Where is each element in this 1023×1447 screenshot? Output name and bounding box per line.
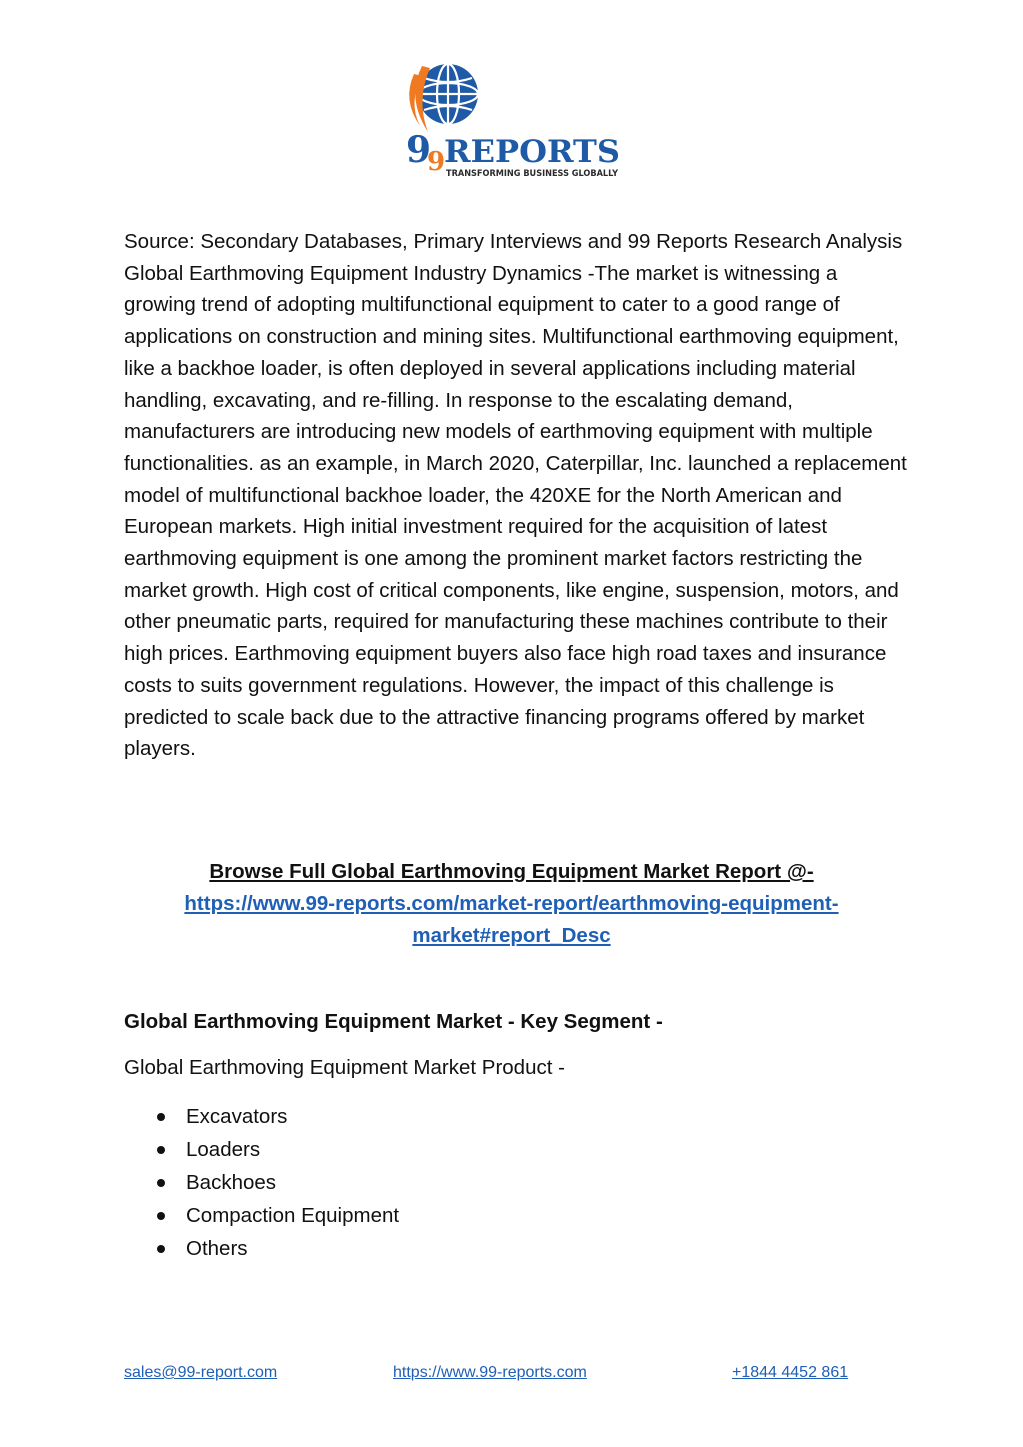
footer-phone-link[interactable]: +1844 4452 861 (732, 1364, 849, 1381)
key-segment-heading: Global Earthmoving Equipment Market - Key Segment - (124, 1010, 663, 1033)
svg-text:9: 9 (427, 147, 446, 177)
report-link-line1[interactable]: https://www.99-reports.com/market-report/earthmoving-equipment- (184, 892, 839, 915)
list-item (124, 1201, 399, 1234)
bullet-icon (157, 1146, 165, 1154)
svg-text:REPORTS: REPORTS (444, 134, 620, 170)
browse-report-title: Browse Full Global Earthmoving Equipment Market Report @- (209, 860, 814, 883)
svg-text:TRANSFORMING BUSINESS GLOBALLY: TRANSFORMING BUSINESS GLOBALLY (446, 169, 619, 179)
bullet-icon (157, 1179, 165, 1187)
body-paragraph: Source: Secondary Databases, Primary Interviews and 99 Reports Research Analysis Global Earthmoving Equipment Industry Dynamics -The market is witnessing a growing trend of adopting multifunctional equipment to cater to a good range of applications on construction and mining sites. Multifunctional earthmoving equipment, like a backhoe loader, is often deployed in several applications including material handling, excavating, and re-filling. In response to the escalating demand, manufacturers are introducing new models of earthmoving equipment with multiple functionalities. as an example, in March 2020, Caterpillar, Inc. launched a replacement model of multifunctional backhoe loader, the 420XE for the North American and European markets. High initial investment required for the acquisition of latest earthmoving equipment is one among the prominent market factors restricting the market growth. High cost of critical components, like engine, suspension, motors, and other pneumatic parts, required for manufacturing these machines contribute to their high prices. Earthmoving equipment buyers also face high road taxes and insurance costs to suits government regulations. However, the impact of this challenge is predicted to scale back due to the attractive financing programs offered by market players. (124, 230, 907, 761)
bullet-icon (157, 1245, 165, 1253)
bullet-icon (157, 1212, 165, 1220)
list-item (124, 1102, 399, 1135)
report-link-line2[interactable]: market#report_Desc (412, 924, 611, 947)
bullet-icon (157, 1113, 165, 1121)
list-item (124, 1135, 399, 1168)
globe-logo-icon (400, 58, 630, 188)
browse-report-block (124, 856, 899, 952)
list-item-label: Loaders (186, 1138, 261, 1161)
list-item-label: Backhoes (186, 1171, 277, 1194)
footer-website-link[interactable]: https://www.99-reports.com (393, 1364, 587, 1381)
svg-text:9: 9 (406, 129, 432, 171)
list-item-label: Excavators (186, 1105, 288, 1128)
list-item (124, 1168, 399, 1201)
product-list (124, 1102, 399, 1267)
brand-logo (400, 58, 630, 188)
list-item-label: Compaction Equipment (186, 1204, 400, 1227)
footer-email-link[interactable]: sales@99-report.com (124, 1364, 278, 1381)
list-item-label: Others (186, 1237, 248, 1260)
product-subheading: Global Earthmoving Equipment Market Product - (124, 1056, 565, 1079)
list-item (124, 1234, 399, 1267)
